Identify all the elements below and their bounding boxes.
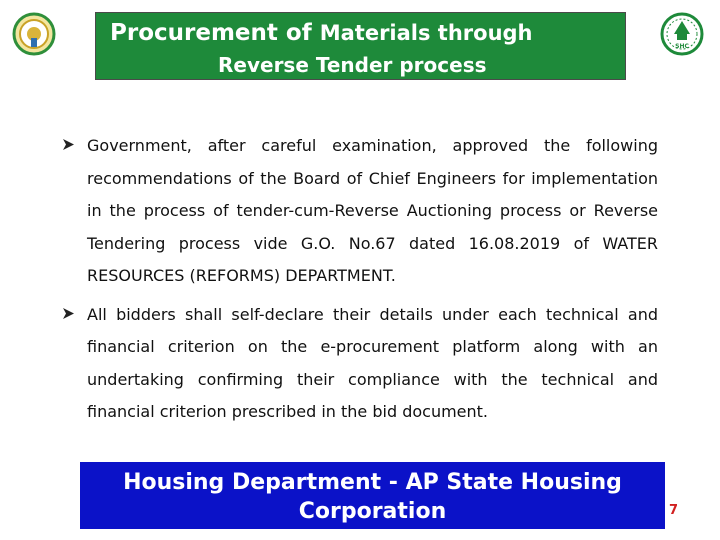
bullet-item	[62, 130, 658, 293]
bullet-text: All bidders shall self-declare their details under each technical and financial criterion on the e-procurement platform along with an undertaking confirming their compliance with the technical and financial criterion prescribed in the bid document.	[87, 304, 658, 421]
footer-banner: Housing Department - AP State Housing Corporation	[80, 462, 665, 529]
title-part-2: Materials through	[319, 21, 533, 45]
ap-government-emblem-logo	[12, 12, 56, 56]
slide-title-line-2: Reverse Tender process	[218, 53, 487, 77]
shc-logo-text: SHC	[675, 43, 689, 50]
arrow-bullet-icon	[62, 307, 75, 320]
page-number: 7	[669, 503, 679, 518]
bullet-item	[62, 299, 658, 429]
title-part-1: Procurement of	[110, 20, 320, 46]
arrow-bullet-icon	[62, 138, 75, 151]
slide-title-banner	[95, 12, 626, 80]
shc-logo	[660, 12, 704, 56]
bullet-text: Government, after careful examination, approved the following recommendations of the Board of Chief Engineers for implementation in the process of tender-cum-Reverse Auctioning process or Reverse Tendering process vide G.O. No.67 dated 16.08.2019 of WATER RESOURCES (REFORMS) DEPARTMENT.	[87, 136, 658, 285]
slide-title-line-1	[110, 20, 533, 46]
slide-content	[62, 130, 658, 429]
